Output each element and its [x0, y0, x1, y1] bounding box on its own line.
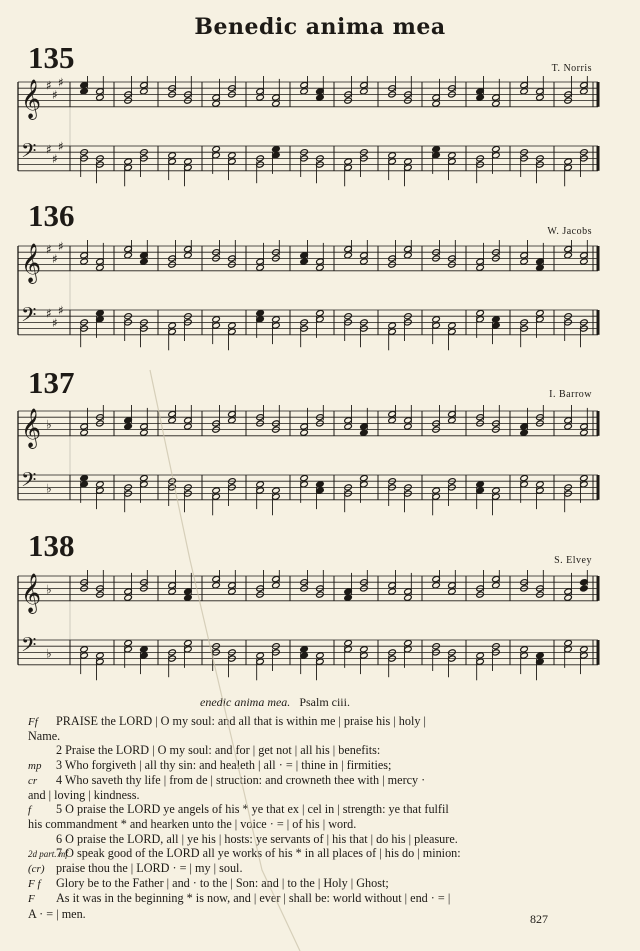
note-head	[432, 316, 440, 323]
note-head	[344, 594, 352, 601]
note-head	[168, 152, 176, 159]
bass-clef-icon: 𝄢	[21, 467, 37, 496]
bass-clef-icon: 𝄢	[21, 632, 37, 661]
note-head	[520, 258, 528, 265]
note-head	[80, 475, 88, 482]
note-head	[492, 487, 500, 494]
note-head	[80, 258, 88, 265]
note-head	[404, 640, 412, 647]
note-head	[580, 258, 588, 265]
verse-continuation: his commandment * and hearken unto the | voice · = | of his | word.	[28, 817, 357, 832]
note-head	[476, 94, 484, 101]
note-head	[404, 158, 412, 165]
sharp-icon: ♯	[46, 242, 52, 257]
dynamic-mark: f	[28, 804, 32, 817]
note-head	[256, 264, 264, 271]
note-head	[168, 417, 176, 424]
note-head	[316, 481, 324, 488]
note-head	[300, 646, 308, 653]
note-head	[212, 582, 220, 589]
treble-clef-icon: 𝄞	[21, 242, 42, 283]
note-head	[228, 417, 236, 424]
page-title: Benedic anima mea	[194, 14, 446, 40]
note-head	[564, 252, 572, 259]
note-head	[536, 310, 544, 317]
note-head	[492, 146, 500, 153]
dynamic-mark: F	[28, 893, 35, 906]
note-head	[344, 640, 352, 647]
note-head	[520, 475, 528, 482]
verse	[28, 861, 610, 876]
note-head	[404, 252, 412, 259]
dynamic-mark: Ff	[28, 716, 38, 728]
note-head	[360, 258, 368, 265]
sharp-icon: ♯	[58, 240, 64, 254]
sharp-icon: ♯	[52, 88, 58, 103]
note-head	[124, 252, 132, 259]
sharp-icon: ♯	[52, 316, 58, 331]
note-head	[580, 585, 588, 592]
psalm-verses	[28, 714, 610, 921]
note-head	[564, 640, 572, 647]
sharp-icon: ♯	[46, 306, 52, 321]
note-head	[212, 146, 220, 153]
music-system-135	[14, 76, 606, 194]
note-head	[184, 594, 192, 601]
note-head	[580, 429, 588, 436]
verse	[28, 714, 610, 729]
flat-icon: ♭	[46, 481, 52, 496]
note-head	[96, 310, 104, 317]
note-head	[184, 640, 192, 647]
verse	[28, 876, 610, 891]
verse	[28, 802, 610, 817]
note-head	[564, 594, 572, 601]
sharp-icon: ♯	[58, 76, 64, 90]
treble-clef-icon: 𝄞	[21, 407, 42, 448]
sharp-icon: ♯	[52, 252, 58, 267]
hymn-number: 136	[28, 198, 75, 233]
note-head	[492, 100, 500, 107]
dynamic-mark: 2d part. mf	[28, 848, 68, 859]
note-head	[316, 94, 324, 101]
note-head	[360, 475, 368, 482]
note-head	[80, 88, 88, 95]
verse	[28, 743, 610, 757]
verse-continuation: Name.	[28, 729, 61, 744]
verse-continuation: A · = | men.	[28, 906, 86, 921]
note-head	[432, 146, 440, 153]
note-head	[388, 152, 396, 159]
sharp-icon: ♯	[46, 78, 52, 93]
note-head	[388, 417, 396, 424]
dynamic-mark: F f	[28, 878, 41, 891]
note-head	[256, 94, 264, 101]
note-head	[520, 646, 528, 653]
note-head	[80, 429, 88, 436]
note-head	[168, 588, 176, 595]
note-head	[228, 322, 236, 329]
note-head	[96, 652, 104, 659]
verse-text: As it was in the beginning * is now, and | ever | shall be: world without | end · = |	[56, 891, 451, 906]
note-head	[432, 487, 440, 494]
note-head	[140, 475, 148, 482]
note-head	[360, 88, 368, 95]
note-head	[124, 594, 132, 601]
psalm-heading	[200, 695, 350, 710]
music-system-136	[14, 240, 606, 358]
note-head	[448, 152, 456, 159]
note-head	[388, 322, 396, 329]
note-head	[124, 423, 132, 430]
note-head	[212, 487, 220, 494]
note-head	[300, 258, 308, 265]
page-number: 827	[530, 912, 548, 926]
note-head	[536, 94, 544, 101]
verse	[28, 832, 610, 846]
verse-text: 5 O praise the LORD ye angels of his * ye that ex | cel in | strength: ye that fulfil	[56, 802, 449, 817]
treble-clef-icon: 𝄞	[21, 572, 42, 613]
note-head	[536, 481, 544, 488]
hymn-number: 135	[28, 40, 75, 75]
verse-text: 7 O speak good of the LORD all ye works of his * in all places of | his do | minion:	[56, 845, 461, 860]
psalm-reference: Psalm ciii.	[299, 695, 350, 709]
sharp-icon: ♯	[58, 139, 64, 154]
note-head	[140, 258, 148, 265]
dynamic-mark: (cr)	[28, 863, 45, 876]
verse	[28, 758, 610, 773]
note-head	[476, 264, 484, 271]
bass-clef-icon: 𝄢	[21, 138, 37, 167]
note-head	[476, 652, 484, 659]
note-head	[344, 252, 352, 259]
composer: S. Elvey	[554, 555, 592, 566]
note-head	[448, 322, 456, 329]
note-head	[360, 646, 368, 653]
note-head	[228, 152, 236, 159]
note-head	[580, 88, 588, 95]
note-head	[272, 316, 280, 323]
bass-clef-icon: 𝄢	[21, 302, 37, 331]
note-head	[212, 100, 220, 107]
note-head	[580, 646, 588, 653]
note-head	[448, 417, 456, 424]
psalm-title: enedic anima mea.	[200, 695, 291, 709]
note-head	[536, 264, 544, 271]
note-head	[520, 429, 528, 436]
verse-text: 3 Who forgiveth | all thy sin: and healeth | all · = | thine in | firmities;	[56, 757, 392, 772]
note-head	[404, 594, 412, 601]
note-head	[184, 158, 192, 165]
sharp-icon: ♯	[46, 142, 52, 157]
note-head	[404, 423, 412, 430]
verse-text: 2 Praise the LORD | O my soul: and for | get not | all his | benefits:	[56, 743, 381, 758]
verse	[28, 891, 610, 906]
dynamic-mark: cr	[28, 774, 38, 787]
note-head	[228, 588, 236, 595]
note-head	[564, 423, 572, 430]
flat-icon: ♭	[46, 582, 52, 597]
sharp-icon: ♯	[52, 152, 58, 167]
sharp-icon: ♯	[58, 303, 64, 318]
note-head	[316, 310, 324, 317]
note-head	[124, 640, 132, 647]
note-head	[316, 264, 324, 271]
note-head	[580, 475, 588, 482]
hymn-number: 137	[28, 365, 75, 400]
note-head	[432, 582, 440, 589]
music-system-138	[14, 570, 606, 688]
note-head	[140, 429, 148, 436]
note-head	[272, 582, 280, 589]
hymn-number: 138	[28, 528, 75, 563]
music-system-137	[14, 405, 606, 523]
verse-continuation: and | loving | kindness.	[28, 788, 140, 803]
note-head	[476, 481, 484, 488]
dynamic-mark: mp	[28, 759, 42, 772]
note-head	[140, 646, 148, 653]
note-head	[520, 88, 528, 95]
note-head	[432, 100, 440, 107]
note-head	[272, 487, 280, 494]
note-head	[492, 582, 500, 589]
note-head	[256, 652, 264, 659]
note-head	[316, 652, 324, 659]
note-head	[96, 264, 104, 271]
note-head	[96, 481, 104, 488]
note-head	[184, 423, 192, 430]
note-head	[492, 316, 500, 323]
note-head	[300, 429, 308, 436]
note-head	[344, 423, 352, 430]
treble-clef-icon: 𝄞	[21, 78, 42, 119]
note-head	[476, 310, 484, 317]
note-head	[256, 481, 264, 488]
note-head	[140, 88, 148, 95]
note-head	[388, 588, 396, 595]
note-head	[564, 158, 572, 165]
verse-text: PRAISE the LORD | O my soul: and all that is within me | praise his | holy |	[56, 714, 426, 728]
composer: T. Norris	[551, 63, 592, 74]
note-head	[360, 429, 368, 436]
note-head	[536, 652, 544, 659]
note-head	[212, 316, 220, 323]
note-head	[168, 322, 176, 329]
verse	[28, 846, 610, 861]
note-head	[300, 88, 308, 95]
note-head	[272, 100, 280, 107]
flat-icon: ♭	[46, 417, 52, 432]
note-head	[448, 588, 456, 595]
verse-text: Glory be to the Father | and · to the | Son: and | to the | Holy | Ghost;	[56, 876, 389, 891]
note-head	[272, 146, 280, 153]
verse-text: praise thou the | LORD · = | my | soul.	[56, 861, 243, 876]
note-head	[80, 646, 88, 653]
composer: I. Barrow	[549, 389, 592, 400]
verse-text: 4 Who saveth thy life | from de | struction: and crowneth thee with | mercy ·	[56, 772, 426, 787]
note-head	[184, 252, 192, 259]
note-head	[256, 310, 264, 317]
verse-text: 6 O praise the LORD, all | ye his | hosts: ye servants of | his that | do his | pleasure.	[56, 831, 458, 846]
composer: W. Jacobs	[547, 226, 592, 237]
note-head	[300, 475, 308, 482]
flat-icon: ♭	[46, 646, 52, 661]
note-head	[344, 158, 352, 165]
note-head	[96, 94, 104, 101]
note-head	[124, 158, 132, 165]
verse	[28, 773, 610, 788]
